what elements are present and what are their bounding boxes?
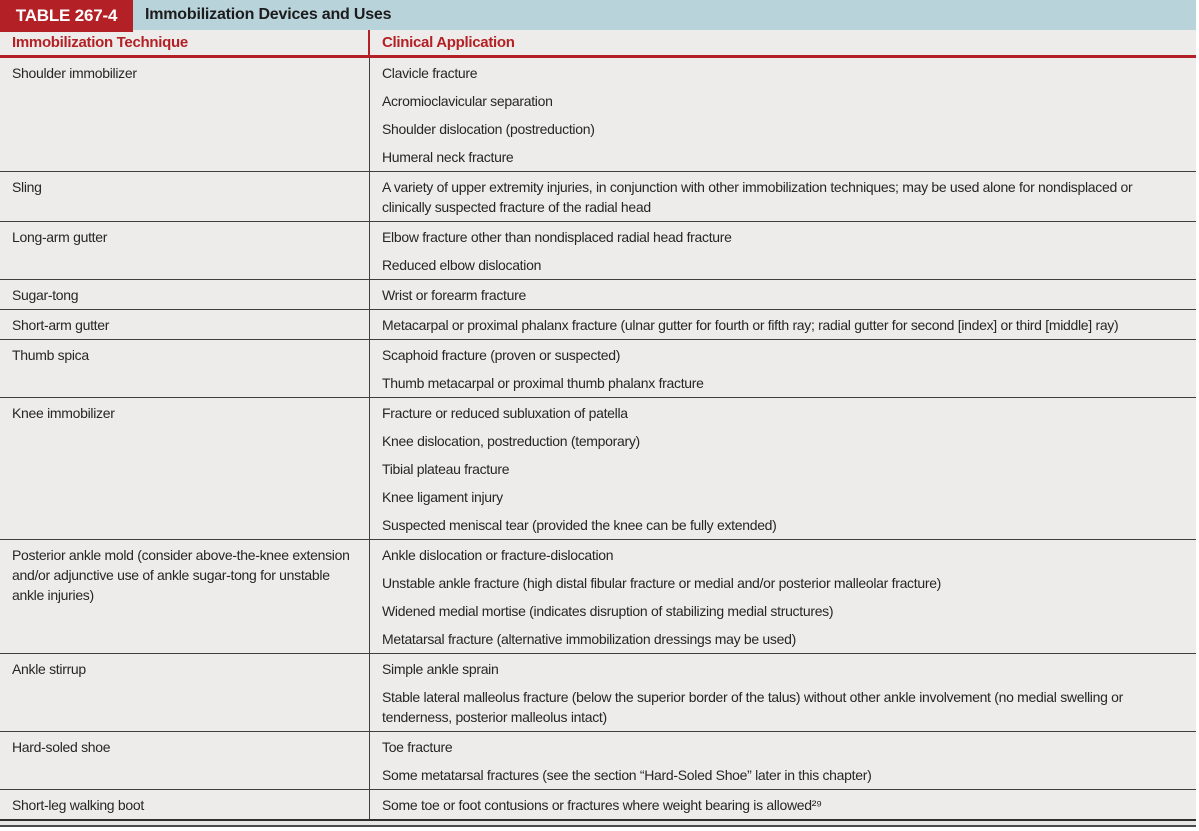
application-line: Stable lateral malleolus fracture (below the superior border of the talus) without other ankle involvement (no medial swelling or tenderness, posterior malleolus intact) xyxy=(382,689,1124,725)
application-line: Acromioclavicular separation xyxy=(382,93,553,109)
application-line: A variety of upper extremity injuries, in conjunction with other immobilization techniques; may be used alone for nondisplaced or clinically suspected fracture of the radial head xyxy=(382,179,1133,215)
table-row xyxy=(0,58,1196,171)
application-line: Some metatarsal fractures (see the section “Hard-Soled Shoe” later in this chapter) xyxy=(382,767,872,783)
application-cell xyxy=(370,654,1196,731)
table-end-rule xyxy=(0,819,1196,827)
application-cell xyxy=(370,340,1196,397)
technique-cell xyxy=(0,58,370,171)
technique-cell xyxy=(0,172,370,221)
table-row xyxy=(0,309,1196,339)
application-cell xyxy=(370,58,1196,171)
application-line: Fracture or reduced subluxation of patella xyxy=(382,405,628,421)
technique-label: Thumb spica xyxy=(12,347,89,363)
technique-cell xyxy=(0,222,370,279)
application-line: Ankle dislocation or fracture-dislocation xyxy=(382,547,614,563)
application-line: Metacarpal or proximal phalanx fracture (ulnar gutter for fourth or fifth ray; radial gutter for second [index] or third [middle] ray) xyxy=(382,317,1119,333)
application-cell xyxy=(370,310,1196,339)
technique-cell xyxy=(0,732,370,789)
application-line: Scaphoid fracture (proven or suspected) xyxy=(382,347,621,363)
application-line: Knee ligament injury xyxy=(382,489,503,505)
table-row xyxy=(0,539,1196,653)
table-row xyxy=(0,339,1196,397)
technique-label: Ankle stirrup xyxy=(12,661,86,677)
technique-label: Short-arm gutter xyxy=(12,317,110,333)
table-row xyxy=(0,221,1196,279)
application-line: Toe fracture xyxy=(382,739,453,755)
technique-cell xyxy=(0,654,370,731)
technique-cell xyxy=(0,280,370,309)
application-line: Tibial plateau fracture xyxy=(382,461,510,477)
technique-cell xyxy=(0,310,370,339)
table-row xyxy=(0,653,1196,731)
application-line: Some toe or foot contusions or fractures where weight bearing is allowed²⁹ xyxy=(382,797,822,813)
table-body xyxy=(0,58,1196,819)
table-number-badge: TABLE 267-4 xyxy=(0,0,133,32)
application-line: Clavicle fracture xyxy=(382,65,478,81)
application-cell xyxy=(370,790,1196,819)
table-row xyxy=(0,731,1196,789)
application-line: Elbow fracture other than nondisplaced radial head fracture xyxy=(382,229,732,245)
technique-cell xyxy=(0,790,370,819)
application-line: Knee dislocation, postreduction (temporary) xyxy=(382,433,640,449)
technique-label: Hard-soled shoe xyxy=(12,739,111,755)
application-line: Metatarsal fracture (alternative immobilization dressings may be used) xyxy=(382,631,796,647)
application-line: Reduced elbow dislocation xyxy=(382,257,542,273)
application-cell xyxy=(370,172,1196,221)
application-cell xyxy=(370,222,1196,279)
application-line: Widened medial mortise (indicates disruption of stabilizing medial structures) xyxy=(382,603,834,619)
application-line: Wrist or forearm fracture xyxy=(382,287,526,303)
table-caption-bar xyxy=(0,0,1196,30)
technique-label: Short-leg walking boot xyxy=(12,797,144,813)
application-cell xyxy=(370,732,1196,789)
technique-label: Sling xyxy=(12,179,42,195)
application-line: Suspected meniscal tear (provided the knee can be fully extended) xyxy=(382,517,777,533)
table-row xyxy=(0,171,1196,221)
application-cell xyxy=(370,540,1196,653)
column-header-row xyxy=(0,30,1196,58)
table-row xyxy=(0,397,1196,539)
technique-label: Posterior ankle mold (consider above-the-knee extension and/or adjunctive use of ankle sugar-tong for unstable ankle injuries) xyxy=(12,547,350,603)
technique-cell xyxy=(0,340,370,397)
application-cell xyxy=(370,280,1196,309)
technique-cell xyxy=(0,540,370,653)
technique-cell xyxy=(0,398,370,539)
application-line: Humeral neck fracture xyxy=(382,149,514,165)
technique-label: Long-arm gutter xyxy=(12,229,108,245)
technique-label: Sugar-tong xyxy=(12,287,79,303)
column-header-clinical-application: Clinical Application xyxy=(382,34,515,51)
table-row xyxy=(0,279,1196,309)
application-line: Thumb metacarpal or proximal thumb phalanx fracture xyxy=(382,375,704,391)
table-row xyxy=(0,789,1196,819)
application-line: Simple ankle sprain xyxy=(382,661,499,677)
table-title: Immobilization Devices and Uses xyxy=(145,6,392,23)
column-header-technique: Immobilization Technique xyxy=(0,30,370,55)
technique-label: Shoulder immobilizer xyxy=(12,65,137,81)
application-line: Shoulder dislocation (postreduction) xyxy=(382,121,595,137)
application-line: Unstable ankle fracture (high distal fibular fracture or medial and/or posterior malleolar fracture) xyxy=(382,575,942,591)
application-cell xyxy=(370,398,1196,539)
technique-label: Knee immobilizer xyxy=(12,405,115,421)
